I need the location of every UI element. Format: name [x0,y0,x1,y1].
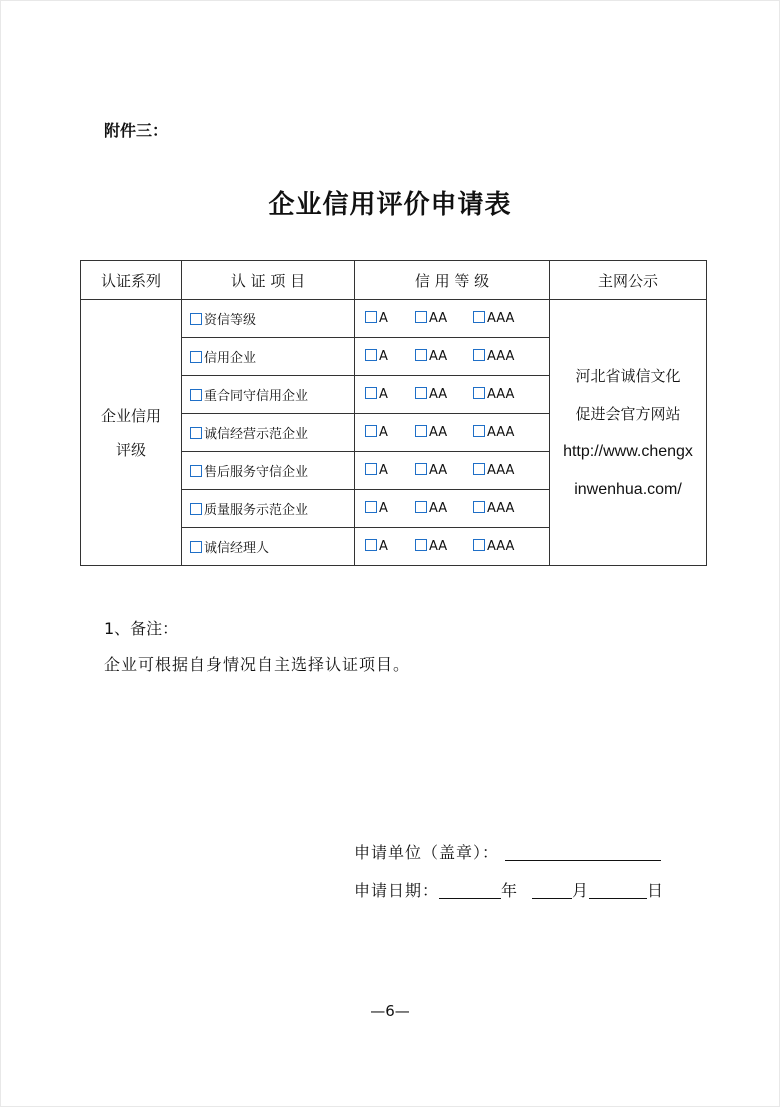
series-text: 企业信用 [100,406,161,425]
header-row [81,261,707,300]
checkbox-icon[interactable] [415,501,427,513]
year-field[interactable] [439,882,501,899]
checkbox-icon[interactable] [365,501,377,513]
grade-option[interactable] [365,539,415,554]
checkbox-icon[interactable] [415,425,427,437]
grade-label: AA [429,387,448,402]
series-text: 评级 [115,440,146,459]
grade-label: AAA [487,539,515,554]
applicant-row [354,840,661,863]
grade-option[interactable] [365,349,415,364]
grade-label: A [379,349,388,364]
checkbox-icon[interactable] [365,425,377,437]
grade-option[interactable] [415,463,473,478]
grade-option[interactable] [365,387,415,402]
project-cell[interactable] [182,490,355,528]
page-title: 企业信用评价申请表 [268,190,512,220]
grade-option[interactable] [473,387,523,402]
grade-cell [355,490,550,528]
header-grade: 信 用 等 级 [355,261,550,300]
grade-label: AAA [487,349,515,364]
grade-cell [355,452,550,490]
checkbox-icon[interactable] [190,427,202,439]
grade-cell [355,338,550,376]
project-label: 质量服务示范企业 [204,503,309,518]
checkbox-icon[interactable] [365,387,377,399]
checkbox-icon[interactable] [365,463,377,475]
page-number: —6— [370,1002,410,1020]
grade-cell [355,414,550,452]
project-cell[interactable] [182,300,355,338]
grade-label: A [379,539,388,554]
grade-label: AAA [487,387,515,402]
checkbox-icon[interactable] [365,539,377,551]
grade-label: A [379,387,388,402]
applicant-seal-field[interactable] [505,844,661,861]
application-table [80,260,707,566]
project-label: 信用企业 [204,351,257,366]
checkbox-icon[interactable] [473,425,485,437]
project-label: 重合同守信用企业 [204,389,309,404]
month-field[interactable] [532,882,572,899]
publicity-text: 促进会官方网站 [575,404,681,423]
checkbox-icon[interactable] [190,465,202,477]
checkbox-icon[interactable] [190,351,202,363]
note-heading: 1、备注： [104,619,179,638]
grade-label: A [379,311,388,326]
grade-option[interactable] [365,463,415,478]
publicity-text: 河北省诚信文化 [575,366,681,385]
grade-cell [355,300,550,338]
checkbox-icon[interactable] [190,503,202,515]
project-label: 诚信经理人 [204,541,270,556]
checkbox-icon[interactable] [473,501,485,513]
grade-label: AAA [487,501,515,516]
note-body: 企业可根据自身情况自主选择认证项目。 [104,655,411,674]
applicant-label: 申请单位（盖章）： [354,843,500,862]
grade-option[interactable] [415,311,473,326]
grade-label: AA [429,349,448,364]
grade-option[interactable] [473,349,523,364]
checkbox-icon[interactable] [473,311,485,323]
grade-label: AA [429,539,448,554]
project-label: 诚信经营示范企业 [204,427,309,442]
publicity-url-text[interactable]: inwenhua.com/ [574,480,682,498]
checkbox-icon[interactable] [473,349,485,361]
grade-label: AA [429,311,448,326]
publicity-url-text[interactable]: http://www.chengx [563,442,693,460]
grade-option[interactable] [365,425,415,440]
project-cell[interactable] [182,452,355,490]
grade-option[interactable] [415,501,473,516]
grade-option[interactable] [365,311,415,326]
grade-option[interactable] [473,425,523,440]
grade-option[interactable] [415,387,473,402]
project-cell[interactable] [182,338,355,376]
date-label: 申请日期： [354,881,440,900]
grade-option[interactable] [473,311,523,326]
checkbox-icon[interactable] [473,539,485,551]
grade-label: A [379,501,388,516]
checkbox-icon[interactable] [190,541,202,553]
project-cell[interactable] [182,376,355,414]
grade-option[interactable] [473,501,523,516]
grade-label: AA [429,425,448,440]
project-label: 售后服务守信企业 [204,465,309,480]
series-cell [81,300,182,566]
table-row [81,300,707,338]
date-row [354,878,664,901]
attachment-label: 附件三： [104,121,169,140]
header-project: 认 证 项 目 [182,261,355,300]
grade-cell [355,528,550,566]
publicity-cell [550,300,707,566]
header-series: 认证系列 [81,261,182,300]
project-cell[interactable] [182,414,355,452]
day-field[interactable] [589,882,647,899]
day-label: 日 [647,881,665,900]
grade-label: AAA [487,425,515,440]
grade-option[interactable] [365,501,415,516]
checkbox-icon[interactable] [190,313,202,325]
grade-label: AA [429,463,448,478]
checkbox-icon[interactable] [365,311,377,323]
grade-option[interactable] [473,463,523,478]
grade-option[interactable] [415,425,473,440]
year-label: 年 [501,881,519,900]
month-label: 月 [572,881,590,900]
grade-option[interactable] [415,539,473,554]
grade-label: A [379,463,388,478]
grade-label: A [379,425,388,440]
grade-option[interactable] [415,349,473,364]
grade-label: AAA [487,311,515,326]
checkbox-icon[interactable] [415,387,427,399]
checkbox-icon[interactable] [190,389,202,401]
checkbox-icon[interactable] [365,349,377,361]
grade-label: AA [429,501,448,516]
grade-cell [355,376,550,414]
project-label: 资信等级 [204,313,257,328]
checkbox-icon[interactable] [415,311,427,323]
checkbox-icon[interactable] [473,387,485,399]
grade-label: AAA [487,463,515,478]
project-cell[interactable] [182,528,355,566]
grade-option[interactable] [473,539,523,554]
checkbox-icon[interactable] [415,463,427,475]
checkbox-icon[interactable] [415,349,427,361]
checkbox-icon[interactable] [415,539,427,551]
header-publicity: 主网公示 [550,261,707,300]
checkbox-icon[interactable] [473,463,485,475]
